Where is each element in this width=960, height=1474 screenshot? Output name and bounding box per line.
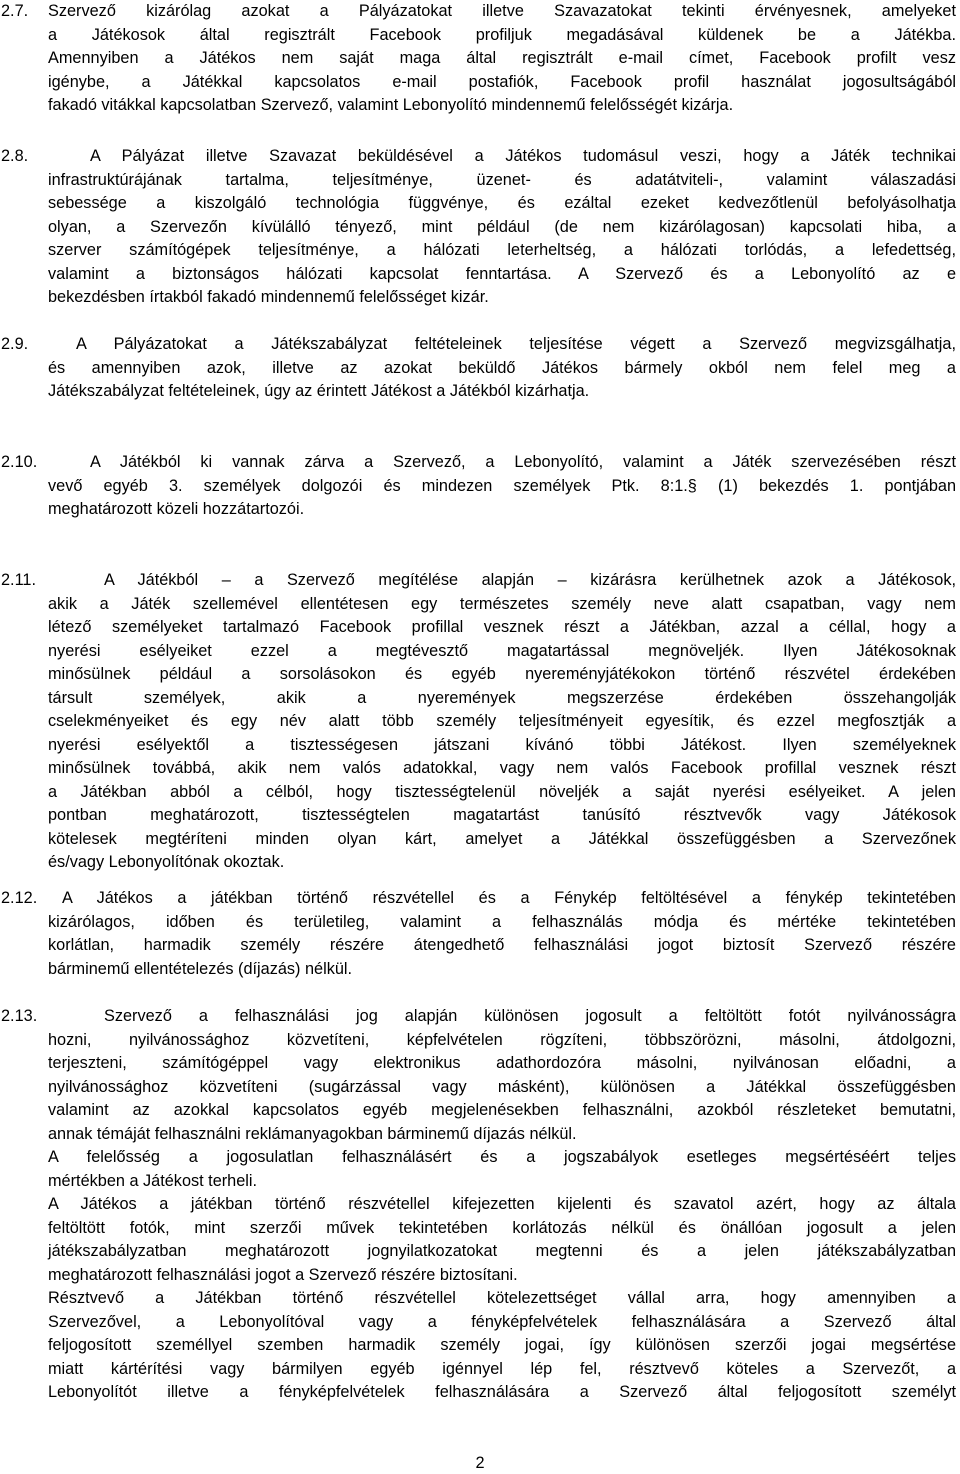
section-2-8	[0, 145, 960, 310]
paragraph-line: minősülnek továbbá, akik nem valós adatokkal, vagy nem valós Facebook profillal vesznek részt	[48, 759, 956, 777]
paragraph-line: Játékszabályzat feltételeinek, úgy az érintett Játékost a Játékból kizárhatja.	[48, 382, 590, 400]
paragraph-line: nyerési esélyektől a tisztességesen játszani kívánó többi Játékost. Ilyen személyeknek	[48, 735, 956, 754]
paragraph-line: igénybe, a Játékkal kapcsolatos e-mail postafiók, Facebook profil használat jogosultságából	[48, 72, 956, 91]
paragraph-line: annak témáját felhasználni reklámanyagokban bárminemű díjazás nélkül.	[48, 1124, 577, 1143]
paragraph-line: A Pályázatokat a Játékszabályzat feltételeinek teljesítése végett a Szervező megvizsgálhatja,	[76, 335, 956, 353]
paragraph-line: minősülnek például a sorsolásokon és egyéb nyereményjátékokon történő részvétel érdekében	[48, 665, 956, 683]
section-2-11	[0, 569, 960, 875]
paragraph-line: Szervezővel, a Lebonyolítóval vagy a fényképfelvételek felhasználására a Szervező által	[48, 1312, 956, 1331]
paragraph-line: bárminemű ellentételezés (díjazás) nélkül.	[48, 959, 353, 978]
paragraph-line: hozni, nyilvánossághoz közvetíteni, képfelvételen rögzíteni, többszörözni, másolni, átdolgozni,	[48, 1030, 956, 1049]
paragraph-line: kizárólagos, időben és területileg, valamint a felhasználás módja és mértéke tekintetében	[48, 912, 956, 931]
page-number: 2	[475, 1454, 485, 1472]
paragraph-line: olyan, a Szervezőn kívülálló tényező, mint például (de nem kizárólagosan) kapcsolati hiba, a	[48, 217, 956, 236]
section-2-13	[0, 1005, 960, 1405]
paragraph-line: miatt kártérítési vagy bármilyen egyéb igénnyel lép fel, résztvevő köteles a Szervezőt, a	[48, 1359, 956, 1378]
paragraph-line: társult személyek, akik a nyeremények megszerzése érdekében összehangolják	[48, 688, 956, 707]
paragraph-line: cselekményeiket és egy név alatt több személy teljesítményeit egyesítik, és ezzel megfosztják a	[48, 712, 956, 730]
paragraph-line: A Játékos a játékban történő részvétellel és a Fénykép feltöltésével a fénykép tekintetében	[62, 889, 956, 907]
paragraph-line: Szervező kizárólag azokat a Pályázatokat illetve Szavazatokat tekinti érvényesnek, amelyeket	[48, 2, 956, 20]
paragraph-line: pontban meghatározott, tisztességtelen magatartást tanúsító résztvevők vagy Játékosok	[48, 806, 956, 824]
paragraph-line: terjeszteni, számítógéppel vagy elektronikus adathordozóra másolni, nyilvánosan előadni, a	[48, 1054, 956, 1072]
paragraph-line: fakadó vitákkal kapcsolatban Szervező, valamint Lebonyolító mindennemű felelősségét kizárja.	[48, 96, 734, 114]
paragraph-line: bekezdésben írtakból fakadó mindennemű felelősséget kizár.	[48, 288, 489, 306]
section-2-12	[0, 887, 960, 981]
paragraph-line: a Játékban abból a célból, hogy tisztességtelenül növeljék a saját nyerési esélyeiket. A jelen	[48, 782, 956, 801]
paragraph-line: kötelesek megtéríteni minden olyan kárt, amelyet a Játékkal összefüggésben a Szervezőnek	[48, 829, 956, 848]
section-number: 2.13.	[1, 1007, 38, 1025]
paragraph-line: Lebonyolítót illetve a fényképfelvételek felhasználására a Szervező által feljogosított személyt	[48, 1383, 956, 1401]
paragraph-line: A felelősség a jogosulatlan felhasználásért és a jogszabályok esetleges megsértéséért teljes	[48, 1148, 956, 1166]
paragraph-line: nyilvánossághoz közvetíteni (sugárzással vagy másként), különösen a Játékkal összefüggésben	[48, 1077, 956, 1096]
paragraph-line: A Játékos a játékban történő részvétellel kifejezetten kijelenti és szavatol azért, hogy az általa	[48, 1195, 956, 1213]
paragraph-line: nyerési esélyeiket ezzel a megtévesztő magatartással megnöveljék. Ilyen Játékosoknak	[48, 641, 956, 660]
paragraph-line: játékszabályzatban meghatározott jognyilatkozatokat megtenni és a jelen játékszabályzatban	[48, 1242, 956, 1260]
paragraph-line: A Pályázat illetve Szavazat beküldésével a Játékos tudomásul veszi, hogy a Játék technikai	[90, 147, 956, 165]
section-number: 2.12.	[1, 889, 38, 907]
paragraph-line: Résztvevő a Játékban történő részvétellel kötelezettséget vállal arra, hogy amennyiben a	[48, 1289, 956, 1307]
paragraph-line: Szervező a felhasználási jog alapján különösen jogosult a feltöltött fotót nyilvánosságra	[104, 1007, 956, 1025]
section-number: 2.9.	[1, 335, 29, 353]
section-number: 2.8.	[1, 147, 29, 165]
paragraph-line: és/vagy Lebonyolítónak okoztak.	[48, 853, 285, 871]
paragraph-line: meghatározott közeli hozzátartozói.	[48, 500, 305, 518]
section-number: 2.11.	[1, 571, 37, 589]
paragraph-line: feltöltött fotók, mint szerzői művek tekintetében korlátozás nélkül és önállóan jogosult a jelen	[48, 1218, 956, 1237]
paragraph-line: akik a Játék szellemével ellentétesen egy természetes személy neve alatt csapatban, vagy nem	[48, 594, 956, 613]
paragraph-line: mértékben a Játékost terheli.	[48, 1171, 258, 1190]
paragraph-line: sebessége a kiszolgáló technológia függvénye, és ezáltal ezeket kedvezőtlenül befolyásolhatja	[48, 194, 956, 212]
paragraph-line: és amennyiben azok, illetve az azokat beküldő Játékos bármely okból nem felel meg a	[48, 358, 956, 377]
paragraph-line: feljogosított személlyel szemben harmadik személy jogai, így különösen szerzői jogai megsértése	[48, 1336, 956, 1354]
paragraph-line: Amennyiben a Játékos nem saját maga által regisztrált e-mail címet, Facebook profilt vesz	[48, 49, 956, 67]
paragraph-line: A Játékból – a Szervező megítélése alapján – kizárásra kerülhetnek azok a Játékosok,	[104, 571, 956, 589]
section-number: 2.10.	[1, 453, 38, 471]
paragraph-line: létező személyeket tartalmazó Facebook profillal vesznek részt a Játékban, azzal a céllal, hogy a	[48, 618, 956, 636]
paragraph-line: szerver számítógépek teljesítménye, a hálózati leterheltség, a hálózati torlódás, a lefedettség,	[48, 241, 956, 259]
paragraph-line: vevő egyéb 3. személyek dolgozói és mindezen személyek Ptk. 8:1.§ (1) bekezdés 1. pontjában	[48, 476, 956, 495]
paragraph-line: korlátlan, harmadik személy részére átengedhető felhasználási jogot biztosít Szervező részére	[48, 936, 956, 954]
paragraph-line: infrastruktúrájának tartalma, teljesítménye, üzenet- és adatátviteli-, valamint válaszadási	[48, 170, 956, 189]
paragraph-line: a Játékosok által regisztrált Facebook profiljuk megadásával küldenek be a Játékba.	[48, 25, 956, 44]
section-2-9	[0, 333, 960, 404]
paragraph-line: valamint az azokkal kapcsolatos egyéb megjelenésekben felhasználni, azokból részleteket bemutatni,	[48, 1101, 956, 1119]
paragraph-line: A Játékból ki vannak zárva a Szervező, a Lebonyolító, valamint a Játék szervezésében részt	[90, 453, 956, 471]
paragraph-line: meghatározott felhasználási jogot a Szervező részére biztosítani.	[48, 1265, 518, 1284]
section-number: 2.7.	[1, 2, 29, 20]
paragraph-line: valamint a biztonságos hálózati kapcsolat fenntartása. A Szervező és a Lebonyolító az e	[48, 264, 956, 283]
section-2-10	[0, 451, 960, 522]
section-2-7	[0, 0, 960, 118]
